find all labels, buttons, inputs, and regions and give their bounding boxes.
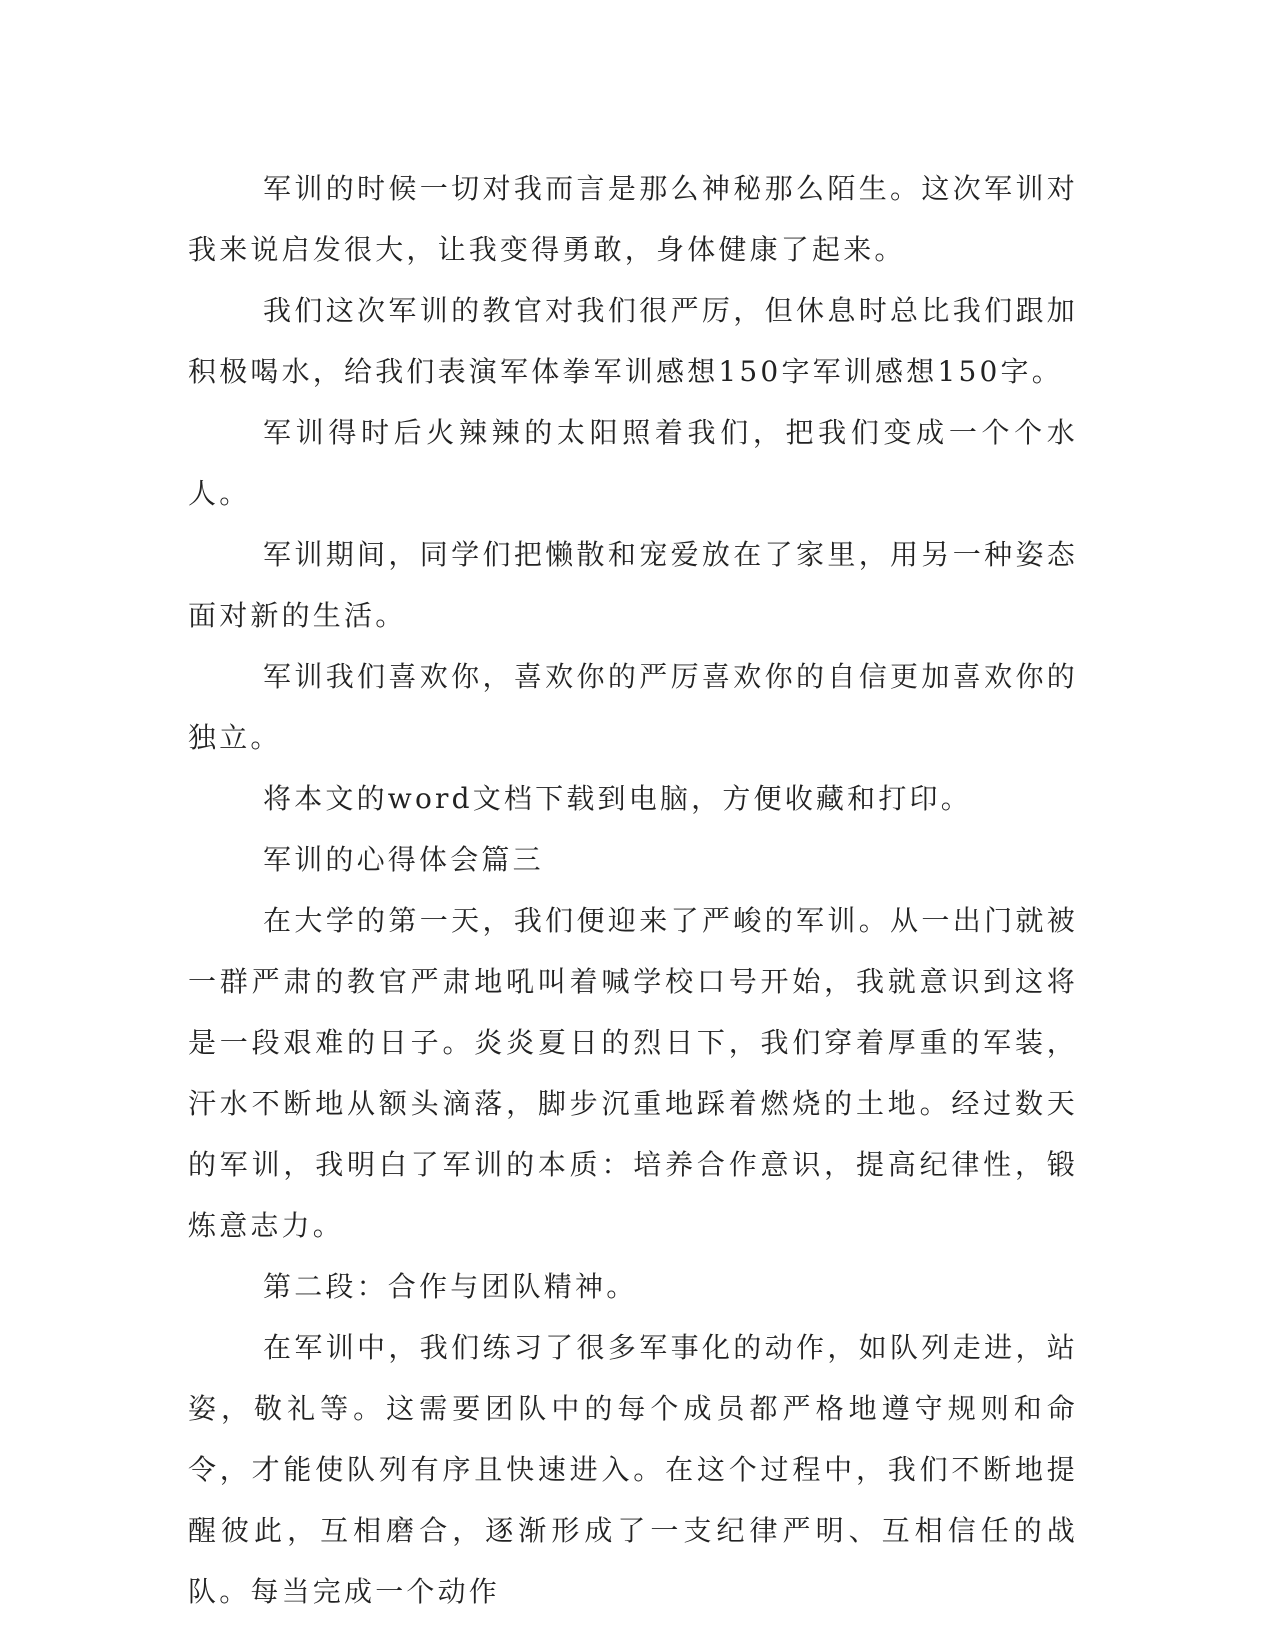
paragraph-8: 在军训中，我们练习了很多军事化的动作，如队列走进，站姿，敬礼等。这需要团队中的每个成员都严格地遵守规则和命令，才能使队列有序且快速进入。在这个过程中，我们不断地提醒彼此，互相磨合，逐渐形成了一支纪律严明、互相信任的战队。每当完成一个动作 xyxy=(188,1331,1078,1608)
paragraph-7: 在大学的第一天，我们便迎来了严峻的军训。从一出门就被一群严肃的教官严肃地吼叫着喊学校口号开始，我就意识到这将是一段艰难的日子。炎炎夏日的烈日下，我们穿着厚重的军装，汗水不断地从额头滴落，脚步沉重地踩着燃烧的土地。经过数天的军训，我明白了军训的本质：培养合作意识，提高纪律性，锻炼意志力。 xyxy=(188,904,1078,1242)
paragraph-1: 军训的时候一切对我而言是那么神秘那么陌生。这次军训对我来说启发很大，让我变得勇敢，身体健康了起来。 xyxy=(188,172,1078,266)
paragraph-4: 军训期间，同学们把懒散和宠爱放在了家里，用另一种姿态面对新的生活。 xyxy=(188,538,1078,632)
paragraph-5: 军训我们喜欢你，喜欢你的严厉喜欢你的自信更加喜欢你的独立。 xyxy=(188,660,1078,754)
section-heading: 军训的心得体会篇三 xyxy=(263,843,544,876)
document-body xyxy=(188,158,1078,1622)
paragraph-3: 军训得时后火辣辣的太阳照着我们，把我们变成一个个水人。 xyxy=(188,416,1078,510)
paragraph-6: 将本文的word文档下载到电脑，方便收藏和打印。 xyxy=(263,782,972,815)
subheading-part-two: 第二段：合作与团队精神。 xyxy=(263,1270,638,1303)
paragraph-2: 我们这次军训的教官对我们很严厉，但休息时总比我们跟加积极喝水，给我们表演军体拳军训感想150字军训感想150字。 xyxy=(188,294,1078,388)
